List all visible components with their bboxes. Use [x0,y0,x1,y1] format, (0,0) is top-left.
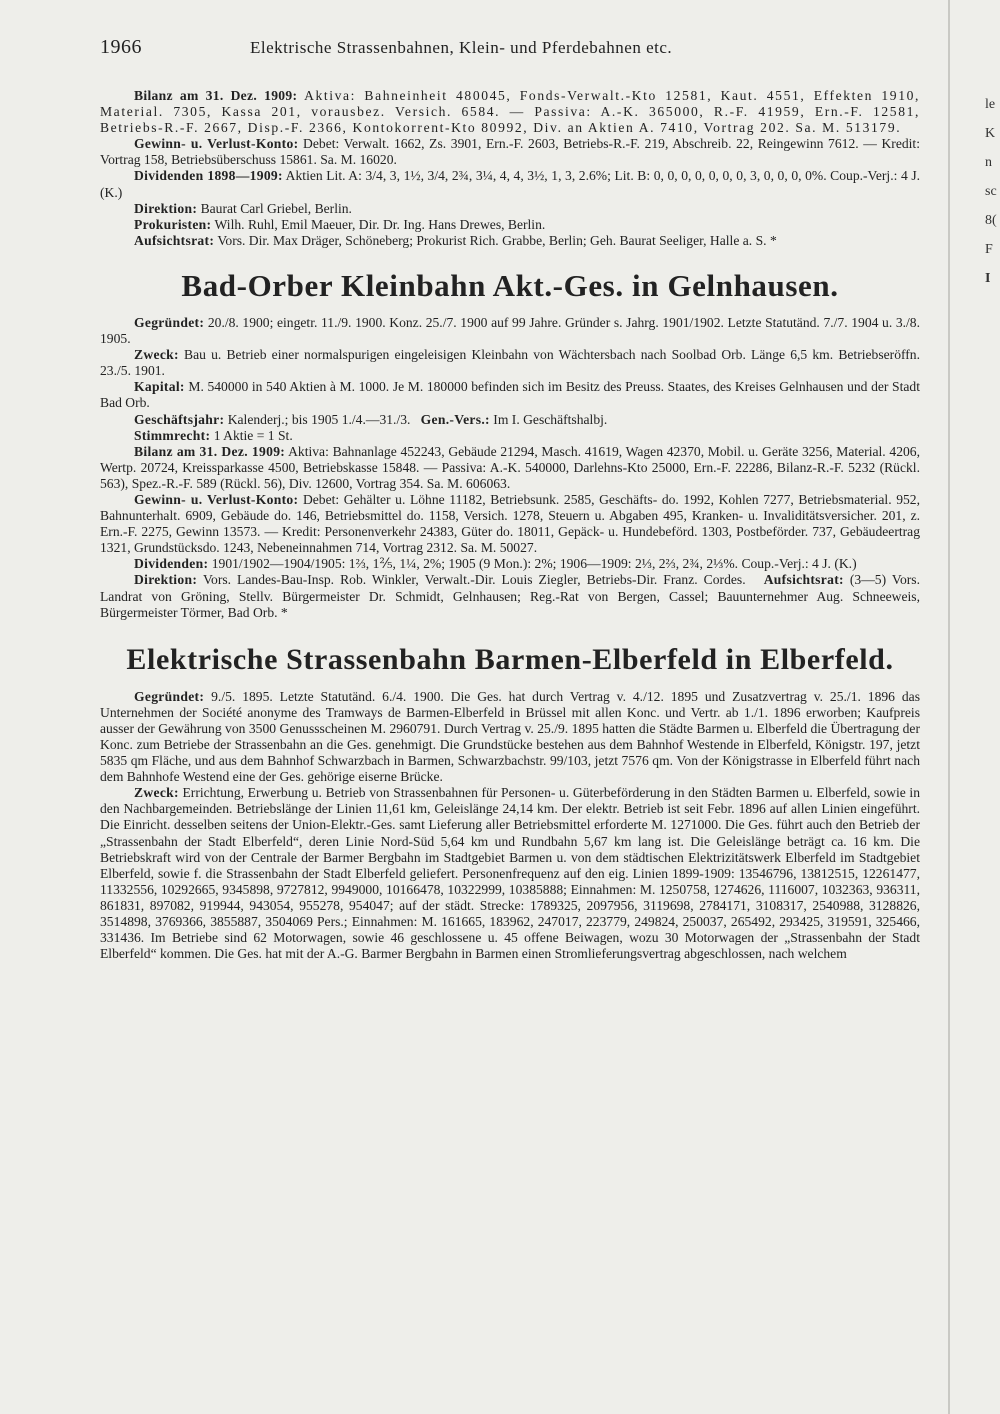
page-number: 1966 [100,36,142,58]
field-label: Aufsichtsrat: [134,232,215,248]
field-label: Zweck: [134,347,179,363]
page-header [100,36,920,62]
field-text: Debet: Gehälter u. Löhne 11182, Betriebsunk. 2585, Geschäfts- do. 1992, Kohlen 7277, Betriebsmaterial. 952, Bahnunterhalt. 6909, Gebäude do. 146, Betriebsmittel do. 1158, Versich. 1278, Steuern u. Abgaben 495, Kranken- u. Invaliditätsversicher. 201, z. Ern.-F. 2275, Gewinn 13573. — Kredit: Personenverkehr 24383, Güter do. 18011, Gepäck- u. Hundebeförd. 1303, Postbeförder. 737, Gebäudeertrag 1321, Grundstücksdo. 1243, Nebeneinnahmen 714, Vortrag 2312. Sa. M. 50027. [100,491,920,556]
aufsichtsrat-paragraph [100,233,920,249]
fragment-line: F [985,242,993,257]
running-title: Elektrische Strassenbahnen, Klein- und Pferdebahnen etc. [250,38,673,57]
dividenden-paragraph [100,556,920,572]
field-text: Kalenderj.; bis 1905 1./4.—31./3. [227,411,411,427]
field-text: Im I. Geschäftshalbj. [493,411,608,427]
field-text: Aktiva: Bahneinheit 480045, Fonds-Verwalt.-Kto 12581, Kaut. 4551, Effekten 1910, Material. 7305, Kassa 201, vorausbez. Versich. 6584. — Passiva: A.-K. 365000, R.-F. 41959, Ern.-F. 12581, Betriebs-R.-F. 2667, Disp.-F. 2366, Kontokorrent-Kto 80992, Div. an Aktien A. 7410, Vortrag 202. Sa. M. 513179. [100,88,920,136]
fragment-line: n [985,155,992,170]
field-text: Baurat Carl Griebel, Berlin. [200,200,352,216]
field-label: Gegründet: [134,314,205,330]
field-text: Aktiva: Bahnanlage 452243, Gebäude 21294, Masch. 41619, Wagen 42370, Mobil. u. Geräte 3256, Material. 4206, Wertp. 20724, Kreissparkasse 4500, Betriebskasse 15848. — Passiva: A.-K. 540000, Darlehns-Kto 25000, Ern.-F. 22286, Bilanz-R.-F. 5232 (Rückl. 563), Spez.-R.-F. 589 (Rückl. 56), Div. 12600, Vortrag 354. Sa. M. 606063. [100,443,920,491]
field-text: 9./5. 1895. Letzte Statutänd. 6./4. 1900. Die Ges. hat durch Vertrag v. 4./12. 1895 und Zusatzvertrag v. 25./1. 1896 das Unternehmen der Société anonyme des Tramways de Barmen-Elberfeld in Brüssel mit allen Konc. und Vertr. ab 1./1. 1896 erworben; Kaufpreis ausser der Gewährung von 3500 Genussscheinen M. 2960791. Durch Vertrag v. 25./9. 1895 hatten die Städte Barmen u. Elberfeld die Übertragung der Konc. zum Betriebe der Strassenbahn an die Ges. genehmigt. Die Grundstücke bestehen aus dem Bahnhof Westende in Elberfeld, Königstr. 197, jetzt 5835 qm Fläche, und aus dem Bahnhof Schwarzbach in Barmen, Schwarzbachstr. 99/103, jetzt 7576 qm. Von der Königstrasse in Elberfeld führt nach dem Bahnhofe Westend eine der Ges. gehörige eiserne Brücke. [100,688,920,785]
field-label: Geschäftsjahr: [134,411,225,427]
field-label: Direktion: [134,200,198,216]
stimmrecht-paragraph [100,428,920,444]
fragment-line: 8( [985,213,997,228]
dividenden-paragraph [100,168,920,200]
field-label: Gen.-Vers.: [420,411,490,427]
field-text: 1 Aktie = 1 St. [213,427,293,443]
bilanz-paragraph [100,88,920,136]
field-label: Kapital: [134,379,185,395]
field-label: Aufsichtsrat: [763,572,844,588]
field-label: Stimmrecht: [134,427,211,443]
gewinn-paragraph [100,136,920,168]
gegruendet-paragraph [100,689,920,786]
field-label: Gewinn- u. Verlust-Konto: [134,136,299,152]
fragment-line: sc [985,184,997,199]
direktion-paragraph [100,201,920,217]
field-label: Prokuristen: [134,216,212,232]
field-text: Aktien Lit. A: 3/4, 3, 1½, 3/4, 2¾, 3¼, 4, 4, 3½, 1, 3, 2.6%; Lit. B: 0, 0, 0, 0, 0, 0, 0, 3, 0, 0, 0, 0%. Coup.-Verj.: 4 J. (K.) [100,168,921,200]
zweck-paragraph [100,347,920,379]
bilanz-paragraph [100,444,920,492]
field-text: Bau u. Betrieb einer normalspurigen eingeleisigen Kleinbahn von Wächtersbach nach Soolbad Orb. Länge 6,5 km. Betriebseröffn. 23./5. 1901. [100,347,920,379]
page-gutter-shadow [948,0,950,1414]
company-heading: Bad-Orber Kleinbahn Akt.-Ges. in Gelnhausen. [181,267,839,303]
gewinn-paragraph [100,492,920,556]
document-page [100,0,920,1414]
field-label: Bilanz am 31. Dez. 1909: [134,443,286,459]
field-text: Vors. Dir. Max Dräger, Schöneberg; Prokurist Rich. Grabbe, Berlin; Geh. Baurat Seeliger, Halle a. S. * [217,232,777,248]
field-label: Direktion: [134,572,198,588]
direktion-paragraph [100,572,920,620]
field-label: Dividenden: [134,556,209,572]
fragment-line: K [985,126,996,141]
prokuristen-paragraph [100,217,920,233]
field-text: Vors. Landes-Bau-Insp. Rob. Winkler, Verwalt.-Dir. Louis Ziegler, Betriebs-Dir. Franz. Cordes. [202,572,746,588]
page-body [100,88,920,962]
adjacent-page-fragment [985,90,1000,293]
field-label: Dividenden 1898—1909: [134,168,283,184]
field-label: Gewinn- u. Verlust-Konto: [134,491,299,507]
field-label: Gegründet: [134,688,205,704]
field-text: 1901/1902—1904/1905: 1⅔, 1⅖, 1¼, 2%; 1905 (9 Mon.): 2%; 1906—1909: 2⅓, 2⅔, 2¾, 2⅓%. Coup.-Verj.: 4 J. (K.) [211,556,857,572]
geschaeftsjahr-paragraph [100,412,920,428]
field-label: Zweck: [134,785,179,801]
fragment-line: I [985,271,991,286]
kapital-paragraph [100,379,920,411]
zweck-paragraph [100,785,920,962]
field-text: Debet: Verwalt. 1662, Zs. 3901, Ern.-F. 2603, Betriebs-R.-F. 219, Abschreib. 22, Reingewinn 7612. — Kredit: Vortrag 158, Betriebsüberschuss 15861. Sa. M. 16020. [100,136,920,168]
company-heading: Elektrische Strassenbahn Barmen-Elberfeld in Elberfeld. [126,642,894,676]
field-text: Errichtung, Erwerbung u. Betrieb von Strassenbahnen für Personen- u. Güterbeförderung in den Städten Barmen u. Elberfeld, sowie in den Nachbargemeinden. Betriebslänge der Linien 11,61 km, Geleislänge 24,14 km. Der elektr. Betrieb ist seit Febr. 1896 auf allen Linien eingeführt. Die Einricht. desselben seitens der Union-Elektr.-Ges. samt Lieferung aller Betriebsmittel erforderte M. 1271000. Die Ges. führt auch den Betrieb der „Strassenbahn der Stadt Elberfeld“, deren Linie Nord-Süd 5,64 km und Rundbahn 5,67 km lang ist. Die Geleislänge beträgt ca. 16 km. Die Betriebskraft wird von der Centrale der Barmer Bergbahn im Stadtgebiet Barmen u. von dem städtischen Elektrizitätswerk Elberfeld im Stadtgebiet Elberfeld, sowie f. die Strassenbahn der Stadt Elberfeld geliefert. Personenfrequenz auf den eig. Linien 1899-1909: 13546796, 13812515, 12261477, 11332556, 10292665, 9345898, 9727812, 9949000, 10166478, 10322999, 10385888; Einnahmen: M. 1250758, 1274626, 1116007, 1032363, 936311, 861831, 897082, 919944, 943054, 955278, 954047; auf der städt. Strecke: 1789325, 2097956, 3119698, 2784171, 3108317, 2540988, 3128826, 3514898, 3769366, 3855887, 3504069 Pers.; Einnahmen: M. 161665, 183962, 247017, 223779, 249824, 250037, 265492, 293425, 319591, 325466, 331436. Im Betriebe sind 62 Motorwagen, sowie 46 geschlossene u. 45 offene Beiwagen, wozu 30 Motorwagen der „Strassenbahn der Stadt Elberfeld“ kommen. Die Ges. hat mit der A.-G. Barmer Bergbahn in Barmen einen Stromlieferungsvertrag abgeschlossen, nach welchem [100,785,920,962]
gegruendet-paragraph [100,315,920,347]
field-text: (3—5) Vors. Landrat von Gröning, Stellv. Bürgermeister Dr. Schmidt, Gelnhausen; Reg.-Rat von Bergen, Cassel; Bauunternehmer Aug. Schneeweis, Bürgermeister Törmer, Bad Orb. * [100,572,920,620]
field-label: Bilanz am 31. Dez. 1909: [134,88,298,103]
field-text: 20./8. 1900; eingetr. 11./9. 1900. Konz. 25./7. 1900 auf 99 Jahre. Gründer s. Jahrg. 1901/1902. Letzte Statutänd. 7./7. 1904 u. 3./8. 1905. [100,314,920,347]
field-text: Wilh. Ruhl, Emil Maeuer, Dir. Dr. Ing. Hans Drewes, Berlin. [214,216,546,232]
field-text: M. 540000 in 540 Aktien à M. 1000. Je M. 180000 befinden sich im Besitz des Preuss. Staates, des Kreises Gelnhausen und der Stadt Bad Orb. [100,379,920,411]
fragment-line: le [985,97,996,112]
